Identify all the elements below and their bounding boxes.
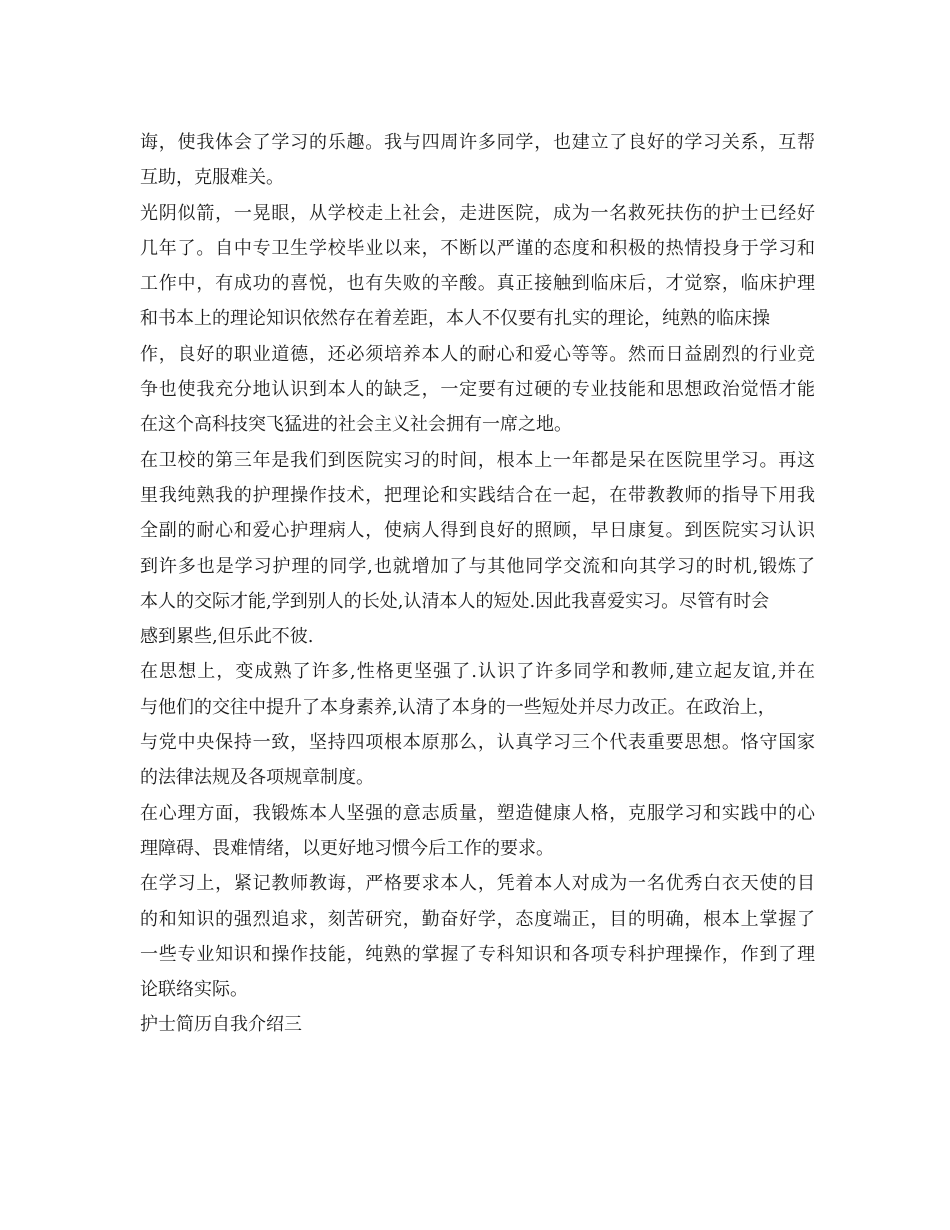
text-line: 在思想上，变成熟了许多,性格更坚强了.认识了许多同学和教师,建立起友谊,并在 xyxy=(140,661,815,683)
text-line: 争也使我充分地认识到本人的缺乏，一定要有过硬的专业技能和思想政治觉悟才能 xyxy=(140,379,815,401)
text-line: 在卫校的第三年是我们到医院实习的时间，根本上一年都是呆在医院里学习。再这 xyxy=(140,449,815,471)
document-body xyxy=(140,125,815,1043)
text-line: 到许多也是学习护理的同学,也就增加了与其他同学交流和向其学习的时机,锻炼了 xyxy=(140,555,815,577)
text-line: 里我纯熟我的护理操作技术，把理论和实践结合在一起，在带教教师的指导下用我 xyxy=(140,484,815,506)
text-line: 和书本上的理论知识依然存在着差距，本人不仅要有扎实的理论，纯熟的临床操 xyxy=(140,308,770,330)
text-line: 互助，克服难关。 xyxy=(140,167,284,189)
text-line: 全副的耐心和爱心护理病人，使病人得到良好的照顾，早日康复。到医院实习认识 xyxy=(140,520,815,542)
text-line: 感到累些,但乐此不彼. xyxy=(140,626,314,648)
text-line: 几年了。自中专卫生学校毕业以来，不断以严谨的态度和积极的热情投身于学习和 xyxy=(140,237,815,259)
text-line: 的法律法规及各项规章制度。 xyxy=(140,767,374,789)
text-line: 本人的交际才能,学到别人的长处,认清本人的短处.因此我喜爱实习。尽管有时会 xyxy=(140,590,770,612)
text-line: 诲，使我体会了学习的乐趣。我与四周许多同学，也建立了良好的学习关系，互帮 xyxy=(140,132,815,153)
section-heading: 护士简历自我介绍三 xyxy=(140,1014,302,1036)
text-line: 与他们的交往中提升了本身素养,认清了本身的一些短处并尽力改正。在政治上， xyxy=(140,696,776,718)
text-line: 在学习上，紧记教师教诲，严格要求本人，凭着本人对成为一名优秀白衣天使的目 xyxy=(140,873,815,895)
text-line: 工作中，有成功的喜悦，也有失败的辛酸。真正接触到临床后，才觉察，临床护理 xyxy=(140,273,815,295)
text-line: 论联络实际。 xyxy=(140,979,248,1001)
text-line: 理障碍、畏难情绪，以更好地习惯今后工作的要求。 xyxy=(140,837,554,859)
text-line: 在这个高科技突飞猛进的社会主义社会拥有一席之地。 xyxy=(140,414,572,436)
text-line: 一些专业知识和操作技能，纯熟的掌握了专科知识和各项专科护理操作，作到了理 xyxy=(140,943,815,965)
text-line: 的和知识的强烈追求，刻苦研究，勤奋好学，态度端正，目的明确，根本上掌握了 xyxy=(140,908,815,930)
text-line: 作，良好的职业道德，还必须培养本人的耐心和爱心等等。然而日益剧烈的行业竞 xyxy=(140,343,815,365)
text-line: 与党中央保持一致，坚持四项根本原那么，认真学习三个代表重要思想。恪守国家 xyxy=(140,732,815,754)
text-line: 在心理方面，我锻炼本人坚强的意志质量，塑造健康人格，克服学习和实践中的心 xyxy=(140,802,815,824)
text-line: 光阴似箭，一晃眼，从学校走上社会，走进医院，成为一名救死扶伤的护士已经好 xyxy=(140,202,815,224)
